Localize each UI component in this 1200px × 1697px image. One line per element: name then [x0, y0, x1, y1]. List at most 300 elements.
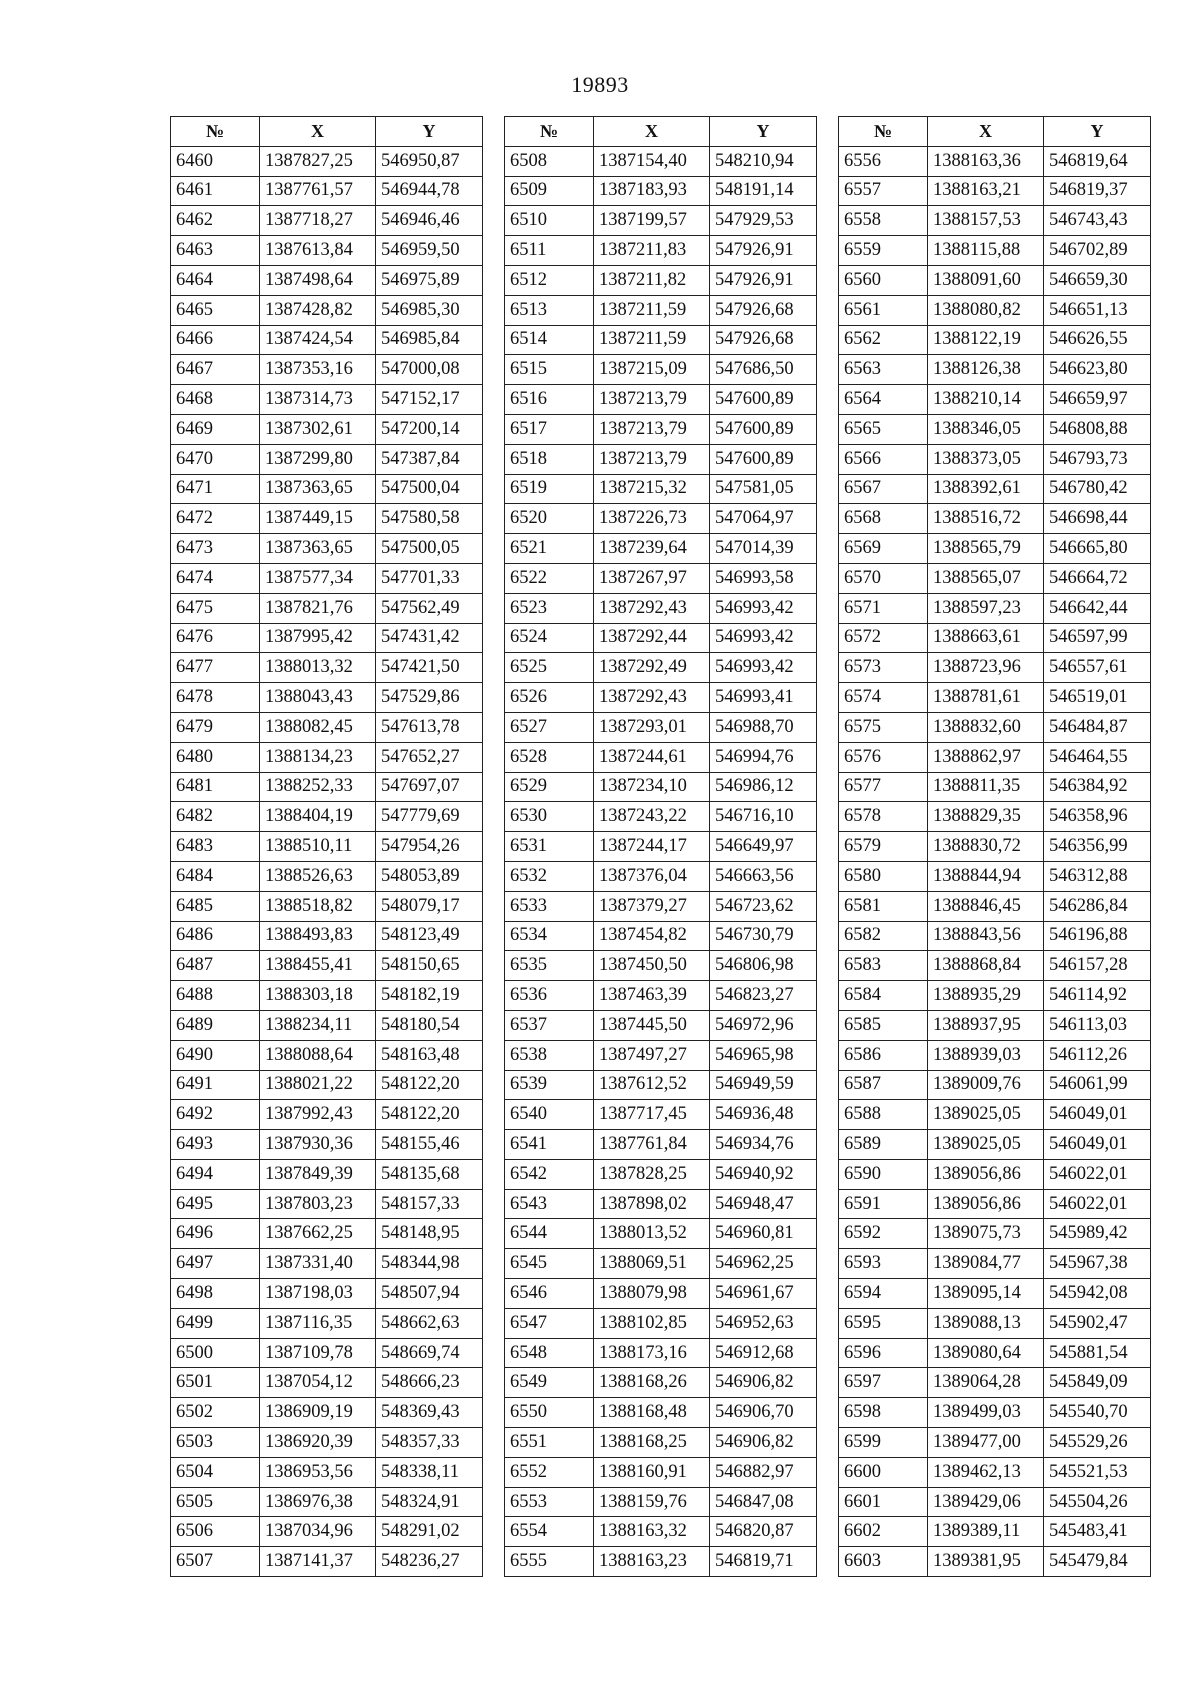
point-number-cell: 6599 [839, 1428, 928, 1458]
y-coordinate-cell: 548180,54 [376, 1010, 483, 1040]
point-number-cell: 6523 [505, 593, 594, 623]
y-coordinate-cell: 547431,42 [376, 623, 483, 653]
x-coordinate-cell: 1387363,65 [260, 474, 376, 504]
y-coordinate-cell: 548148,95 [376, 1219, 483, 1249]
table-row [171, 921, 483, 951]
x-coordinate-cell: 1386909,19 [260, 1398, 376, 1428]
table-row [839, 474, 1151, 504]
x-coordinate-cell: 1388392,61 [928, 474, 1044, 504]
x-coordinate-cell: 1387211,82 [594, 265, 710, 295]
y-coordinate-cell: 546723,62 [710, 891, 817, 921]
x-coordinate-cell: 1387292,44 [594, 623, 710, 653]
y-coordinate-cell: 546597,99 [1044, 623, 1151, 653]
x-coordinate-cell: 1388829,35 [928, 802, 1044, 832]
table-header-row [839, 117, 1151, 147]
point-number-cell: 6533 [505, 891, 594, 921]
x-coordinate-cell: 1389064,28 [928, 1368, 1044, 1398]
point-number-cell: 6516 [505, 385, 594, 415]
point-number-cell: 6583 [839, 951, 928, 981]
x-coordinate-cell: 1389477,00 [928, 1428, 1044, 1458]
x-coordinate-cell: 1388159,76 [594, 1487, 710, 1517]
y-coordinate-cell: 546022,01 [1044, 1159, 1151, 1189]
x-coordinate-cell: 1389075,73 [928, 1219, 1044, 1249]
column-header-y: Y [376, 117, 483, 147]
table-row [171, 1398, 483, 1428]
y-coordinate-cell: 546944,78 [376, 176, 483, 206]
y-coordinate-cell: 546985,30 [376, 295, 483, 325]
point-number-cell: 6567 [839, 474, 928, 504]
point-number-cell: 6508 [505, 146, 594, 176]
point-number-cell: 6531 [505, 832, 594, 862]
table-row [171, 534, 483, 564]
point-number-cell: 6520 [505, 504, 594, 534]
x-coordinate-cell: 1388723,96 [928, 653, 1044, 683]
y-coordinate-cell: 547652,27 [376, 742, 483, 772]
point-number-cell: 6536 [505, 981, 594, 1011]
table-row [839, 444, 1151, 474]
point-number-cell: 6510 [505, 206, 594, 236]
table-row [505, 772, 817, 802]
x-coordinate-cell: 1387109,78 [260, 1338, 376, 1368]
table-row [505, 1428, 817, 1458]
table-row [171, 1517, 483, 1547]
table-row [505, 712, 817, 742]
table-row [171, 1100, 483, 1130]
y-coordinate-cell: 548210,94 [710, 146, 817, 176]
point-number-cell: 6471 [171, 474, 260, 504]
x-coordinate-cell: 1388565,07 [928, 563, 1044, 593]
table-row [505, 1547, 817, 1577]
x-coordinate-cell: 1387930,36 [260, 1130, 376, 1160]
y-coordinate-cell: 547600,89 [710, 444, 817, 474]
point-number-cell: 6478 [171, 683, 260, 713]
point-number-cell: 6504 [171, 1457, 260, 1487]
x-coordinate-cell: 1389381,95 [928, 1547, 1044, 1577]
table-row [171, 1010, 483, 1040]
table-row [505, 1130, 817, 1160]
point-number-cell: 6509 [505, 176, 594, 206]
point-number-cell: 6564 [839, 385, 928, 415]
table-row [839, 414, 1151, 444]
table-row [839, 1487, 1151, 1517]
table-row [171, 206, 483, 236]
y-coordinate-cell: 546906,82 [710, 1428, 817, 1458]
x-coordinate-cell: 1387376,04 [594, 861, 710, 891]
table-row [505, 683, 817, 713]
y-coordinate-cell: 548507,94 [376, 1279, 483, 1309]
table-row [505, 265, 817, 295]
x-coordinate-cell: 1387213,79 [594, 385, 710, 415]
x-coordinate-cell: 1387379,27 [594, 891, 710, 921]
table-row [839, 1308, 1151, 1338]
y-coordinate-cell: 546936,48 [710, 1100, 817, 1130]
x-coordinate-cell: 1387302,61 [260, 414, 376, 444]
y-coordinate-cell: 546642,44 [1044, 593, 1151, 623]
point-number-cell: 6580 [839, 861, 928, 891]
table-row [505, 742, 817, 772]
point-number-cell: 6548 [505, 1338, 594, 1368]
y-coordinate-cell: 548135,68 [376, 1159, 483, 1189]
x-coordinate-cell: 1388526,63 [260, 861, 376, 891]
table-row [505, 861, 817, 891]
table-row [171, 1547, 483, 1577]
x-coordinate-cell: 1387116,35 [260, 1308, 376, 1338]
table-row [839, 504, 1151, 534]
table-row [505, 474, 817, 504]
y-coordinate-cell: 546702,89 [1044, 236, 1151, 266]
point-number-cell: 6488 [171, 981, 260, 1011]
y-coordinate-cell: 548344,98 [376, 1249, 483, 1279]
y-coordinate-cell: 546985,84 [376, 325, 483, 355]
x-coordinate-cell: 1387213,79 [594, 414, 710, 444]
point-number-cell: 6584 [839, 981, 928, 1011]
point-number-cell: 6521 [505, 534, 594, 564]
x-coordinate-cell: 1387463,39 [594, 981, 710, 1011]
column-header-number: № [505, 117, 594, 147]
x-coordinate-cell: 1388157,53 [928, 206, 1044, 236]
table-row [505, 1279, 817, 1309]
table-row [505, 1100, 817, 1130]
table-row [505, 593, 817, 623]
x-coordinate-cell: 1387267,97 [594, 563, 710, 593]
point-number-cell: 6482 [171, 802, 260, 832]
table-row [839, 1130, 1151, 1160]
point-number-cell: 6579 [839, 832, 928, 862]
point-number-cell: 6515 [505, 355, 594, 385]
x-coordinate-cell: 1388455,41 [260, 951, 376, 981]
table-row [171, 146, 483, 176]
table-row [505, 1070, 817, 1100]
y-coordinate-cell: 548079,17 [376, 891, 483, 921]
table-row [839, 921, 1151, 951]
x-coordinate-cell: 1388518,82 [260, 891, 376, 921]
point-number-cell: 6562 [839, 325, 928, 355]
point-number-cell: 6565 [839, 414, 928, 444]
x-coordinate-cell: 1388663,61 [928, 623, 1044, 653]
table-row [505, 1249, 817, 1279]
table-row [505, 623, 817, 653]
x-coordinate-cell: 1388811,35 [928, 772, 1044, 802]
table-row [171, 325, 483, 355]
column-header-number: № [839, 117, 928, 147]
point-number-cell: 6497 [171, 1249, 260, 1279]
y-coordinate-cell: 546519,01 [1044, 683, 1151, 713]
table-row [171, 1040, 483, 1070]
table-row [505, 206, 817, 236]
table-row [839, 891, 1151, 921]
table-row [171, 563, 483, 593]
x-coordinate-cell: 1387363,65 [260, 534, 376, 564]
point-number-cell: 6468 [171, 385, 260, 415]
table-row [505, 325, 817, 355]
table-row [839, 1070, 1151, 1100]
x-coordinate-cell: 1387034,96 [260, 1517, 376, 1547]
y-coordinate-cell: 546022,01 [1044, 1189, 1151, 1219]
y-coordinate-cell: 546698,44 [1044, 504, 1151, 534]
point-number-cell: 6542 [505, 1159, 594, 1189]
x-coordinate-cell: 1389080,64 [928, 1338, 1044, 1368]
table-row [171, 802, 483, 832]
y-coordinate-cell: 546464,55 [1044, 742, 1151, 772]
x-coordinate-cell: 1387244,17 [594, 832, 710, 862]
table-row [171, 265, 483, 295]
point-number-cell: 6587 [839, 1070, 928, 1100]
table-header-row [505, 117, 817, 147]
point-number-cell: 6530 [505, 802, 594, 832]
y-coordinate-cell: 546356,99 [1044, 832, 1151, 862]
x-coordinate-cell: 1388597,23 [928, 593, 1044, 623]
point-number-cell: 6480 [171, 742, 260, 772]
point-number-cell: 6603 [839, 1547, 928, 1577]
point-number-cell: 6483 [171, 832, 260, 862]
table-row [839, 742, 1151, 772]
x-coordinate-cell: 1387331,40 [260, 1249, 376, 1279]
x-coordinate-cell: 1388088,64 [260, 1040, 376, 1070]
x-coordinate-cell: 1388510,11 [260, 832, 376, 862]
point-number-cell: 6476 [171, 623, 260, 653]
y-coordinate-cell: 548155,46 [376, 1130, 483, 1160]
point-number-cell: 6589 [839, 1130, 928, 1160]
table-row [505, 1487, 817, 1517]
y-coordinate-cell: 545540,70 [1044, 1398, 1151, 1428]
point-number-cell: 6557 [839, 176, 928, 206]
table-row [505, 802, 817, 832]
y-coordinate-cell: 546663,56 [710, 861, 817, 891]
y-coordinate-cell: 546820,87 [710, 1517, 817, 1547]
point-number-cell: 6492 [171, 1100, 260, 1130]
table-row [171, 295, 483, 325]
point-number-cell: 6487 [171, 951, 260, 981]
x-coordinate-cell: 1387213,79 [594, 444, 710, 474]
y-coordinate-cell: 546986,12 [710, 772, 817, 802]
y-coordinate-cell: 546906,82 [710, 1368, 817, 1398]
table-row [505, 1159, 817, 1189]
x-coordinate-cell: 1388373,05 [928, 444, 1044, 474]
table-row [839, 832, 1151, 862]
table-row [839, 206, 1151, 236]
table-row [839, 265, 1151, 295]
table-row [839, 146, 1151, 176]
point-number-cell: 6574 [839, 683, 928, 713]
y-coordinate-cell: 546557,61 [1044, 653, 1151, 683]
point-number-cell: 6549 [505, 1368, 594, 1398]
x-coordinate-cell: 1387292,49 [594, 653, 710, 683]
table-row [839, 683, 1151, 713]
table-row [171, 712, 483, 742]
y-coordinate-cell: 545849,09 [1044, 1368, 1151, 1398]
y-coordinate-cell: 547580,58 [376, 504, 483, 534]
y-coordinate-cell: 546659,30 [1044, 265, 1151, 295]
x-coordinate-cell: 1388134,23 [260, 742, 376, 772]
x-coordinate-cell: 1387198,03 [260, 1279, 376, 1309]
table-row [505, 981, 817, 1011]
table-row [505, 832, 817, 862]
y-coordinate-cell: 546993,41 [710, 683, 817, 713]
point-number-cell: 6506 [171, 1517, 260, 1547]
y-coordinate-cell: 546960,81 [710, 1219, 817, 1249]
point-number-cell: 6507 [171, 1547, 260, 1577]
table-row [839, 1219, 1151, 1249]
point-number-cell: 6575 [839, 712, 928, 742]
point-number-cell: 6517 [505, 414, 594, 444]
point-number-cell: 6576 [839, 742, 928, 772]
table-row [505, 1010, 817, 1040]
point-number-cell: 6491 [171, 1070, 260, 1100]
x-coordinate-cell: 1388122,19 [928, 325, 1044, 355]
y-coordinate-cell: 548122,20 [376, 1100, 483, 1130]
table-row [505, 295, 817, 325]
table-row [171, 1338, 483, 1368]
x-coordinate-cell: 1389084,77 [928, 1249, 1044, 1279]
point-number-cell: 6569 [839, 534, 928, 564]
point-number-cell: 6553 [505, 1487, 594, 1517]
y-coordinate-cell: 546819,71 [710, 1547, 817, 1577]
x-coordinate-cell: 1387849,39 [260, 1159, 376, 1189]
y-coordinate-cell: 547926,91 [710, 265, 817, 295]
table-row [505, 1457, 817, 1487]
point-number-cell: 6541 [505, 1130, 594, 1160]
y-coordinate-cell: 546882,97 [710, 1457, 817, 1487]
y-coordinate-cell: 546196,88 [1044, 921, 1151, 951]
table-row [171, 981, 483, 1011]
y-coordinate-cell: 545989,42 [1044, 1219, 1151, 1249]
x-coordinate-cell: 1387293,01 [594, 712, 710, 742]
table-row [505, 146, 817, 176]
point-number-cell: 6572 [839, 623, 928, 653]
x-coordinate-cell: 1387199,57 [594, 206, 710, 236]
column-header-number: № [171, 117, 260, 147]
y-coordinate-cell: 547387,84 [376, 444, 483, 474]
table-row [839, 1517, 1151, 1547]
point-number-cell: 6594 [839, 1279, 928, 1309]
x-coordinate-cell: 1387292,43 [594, 593, 710, 623]
point-number-cell: 6534 [505, 921, 594, 951]
point-number-cell: 6552 [505, 1457, 594, 1487]
point-number-cell: 6513 [505, 295, 594, 325]
x-coordinate-cell: 1387154,40 [594, 146, 710, 176]
table-row [839, 176, 1151, 206]
x-coordinate-cell: 1387454,82 [594, 921, 710, 951]
x-coordinate-cell: 1388163,32 [594, 1517, 710, 1547]
y-coordinate-cell: 546793,73 [1044, 444, 1151, 474]
point-number-cell: 6486 [171, 921, 260, 951]
x-coordinate-cell: 1388168,26 [594, 1368, 710, 1398]
x-coordinate-cell: 1387244,61 [594, 742, 710, 772]
table-row [171, 236, 483, 266]
y-coordinate-cell: 545479,84 [1044, 1547, 1151, 1577]
y-coordinate-cell: 547014,39 [710, 534, 817, 564]
point-number-cell: 6561 [839, 295, 928, 325]
x-coordinate-cell: 1387450,50 [594, 951, 710, 981]
point-number-cell: 6527 [505, 712, 594, 742]
y-coordinate-cell: 548053,89 [376, 861, 483, 891]
point-number-cell: 6600 [839, 1457, 928, 1487]
point-number-cell: 6529 [505, 772, 594, 802]
table-row [839, 623, 1151, 653]
y-coordinate-cell: 546975,89 [376, 265, 483, 295]
x-coordinate-cell: 1387243,22 [594, 802, 710, 832]
point-number-cell: 6514 [505, 325, 594, 355]
table-row [839, 593, 1151, 623]
y-coordinate-cell: 546994,76 [710, 742, 817, 772]
point-number-cell: 6543 [505, 1189, 594, 1219]
point-number-cell: 6467 [171, 355, 260, 385]
table-row [171, 623, 483, 653]
x-coordinate-cell: 1388830,72 [928, 832, 1044, 862]
x-coordinate-cell: 1387992,43 [260, 1100, 376, 1130]
coordinate-table [838, 116, 1151, 1577]
y-coordinate-cell: 547613,78 [376, 712, 483, 742]
y-coordinate-cell: 546651,13 [1044, 295, 1151, 325]
point-number-cell: 6563 [839, 355, 928, 385]
point-number-cell: 6598 [839, 1398, 928, 1428]
table-row [505, 1398, 817, 1428]
x-coordinate-cell: 1388091,60 [928, 265, 1044, 295]
point-number-cell: 6512 [505, 265, 594, 295]
x-coordinate-cell: 1388173,16 [594, 1338, 710, 1368]
point-number-cell: 6511 [505, 236, 594, 266]
point-number-cell: 6462 [171, 206, 260, 236]
point-number-cell: 6496 [171, 1219, 260, 1249]
point-number-cell: 6559 [839, 236, 928, 266]
table-row [839, 563, 1151, 593]
point-number-cell: 6592 [839, 1219, 928, 1249]
table-row [171, 1189, 483, 1219]
table-row [505, 921, 817, 951]
y-coordinate-cell: 546847,08 [710, 1487, 817, 1517]
y-coordinate-cell: 546286,84 [1044, 891, 1151, 921]
table-row [839, 1398, 1151, 1428]
table-row [505, 385, 817, 415]
point-number-cell: 6502 [171, 1398, 260, 1428]
x-coordinate-cell: 1387662,25 [260, 1219, 376, 1249]
point-number-cell: 6597 [839, 1368, 928, 1398]
x-coordinate-cell: 1388210,14 [928, 385, 1044, 415]
x-coordinate-cell: 1388844,94 [928, 861, 1044, 891]
point-number-cell: 6568 [839, 504, 928, 534]
x-coordinate-cell: 1388069,51 [594, 1249, 710, 1279]
table-row [171, 1428, 483, 1458]
y-coordinate-cell: 546988,70 [710, 712, 817, 742]
table-row [505, 355, 817, 385]
x-coordinate-cell: 1387995,42 [260, 623, 376, 653]
point-number-cell: 6535 [505, 951, 594, 981]
table-row [171, 653, 483, 683]
y-coordinate-cell: 546819,64 [1044, 146, 1151, 176]
table-row [171, 474, 483, 504]
table-row [839, 1338, 1151, 1368]
y-coordinate-cell: 548338,11 [376, 1457, 483, 1487]
point-number-cell: 6545 [505, 1249, 594, 1279]
table-row [839, 1279, 1151, 1309]
y-coordinate-cell: 547000,08 [376, 355, 483, 385]
point-number-cell: 6577 [839, 772, 928, 802]
point-number-cell: 6544 [505, 1219, 594, 1249]
y-coordinate-cell: 546972,96 [710, 1010, 817, 1040]
x-coordinate-cell: 1389025,05 [928, 1100, 1044, 1130]
table-row [839, 325, 1151, 355]
point-number-cell: 6555 [505, 1547, 594, 1577]
x-coordinate-cell: 1387612,52 [594, 1070, 710, 1100]
x-coordinate-cell: 1388163,36 [928, 146, 1044, 176]
x-coordinate-cell: 1387054,12 [260, 1368, 376, 1398]
x-coordinate-cell: 1387424,54 [260, 325, 376, 355]
table-row [171, 1070, 483, 1100]
table-row [839, 1249, 1151, 1279]
table-row [171, 444, 483, 474]
point-number-cell: 6490 [171, 1040, 260, 1070]
table-row [839, 802, 1151, 832]
